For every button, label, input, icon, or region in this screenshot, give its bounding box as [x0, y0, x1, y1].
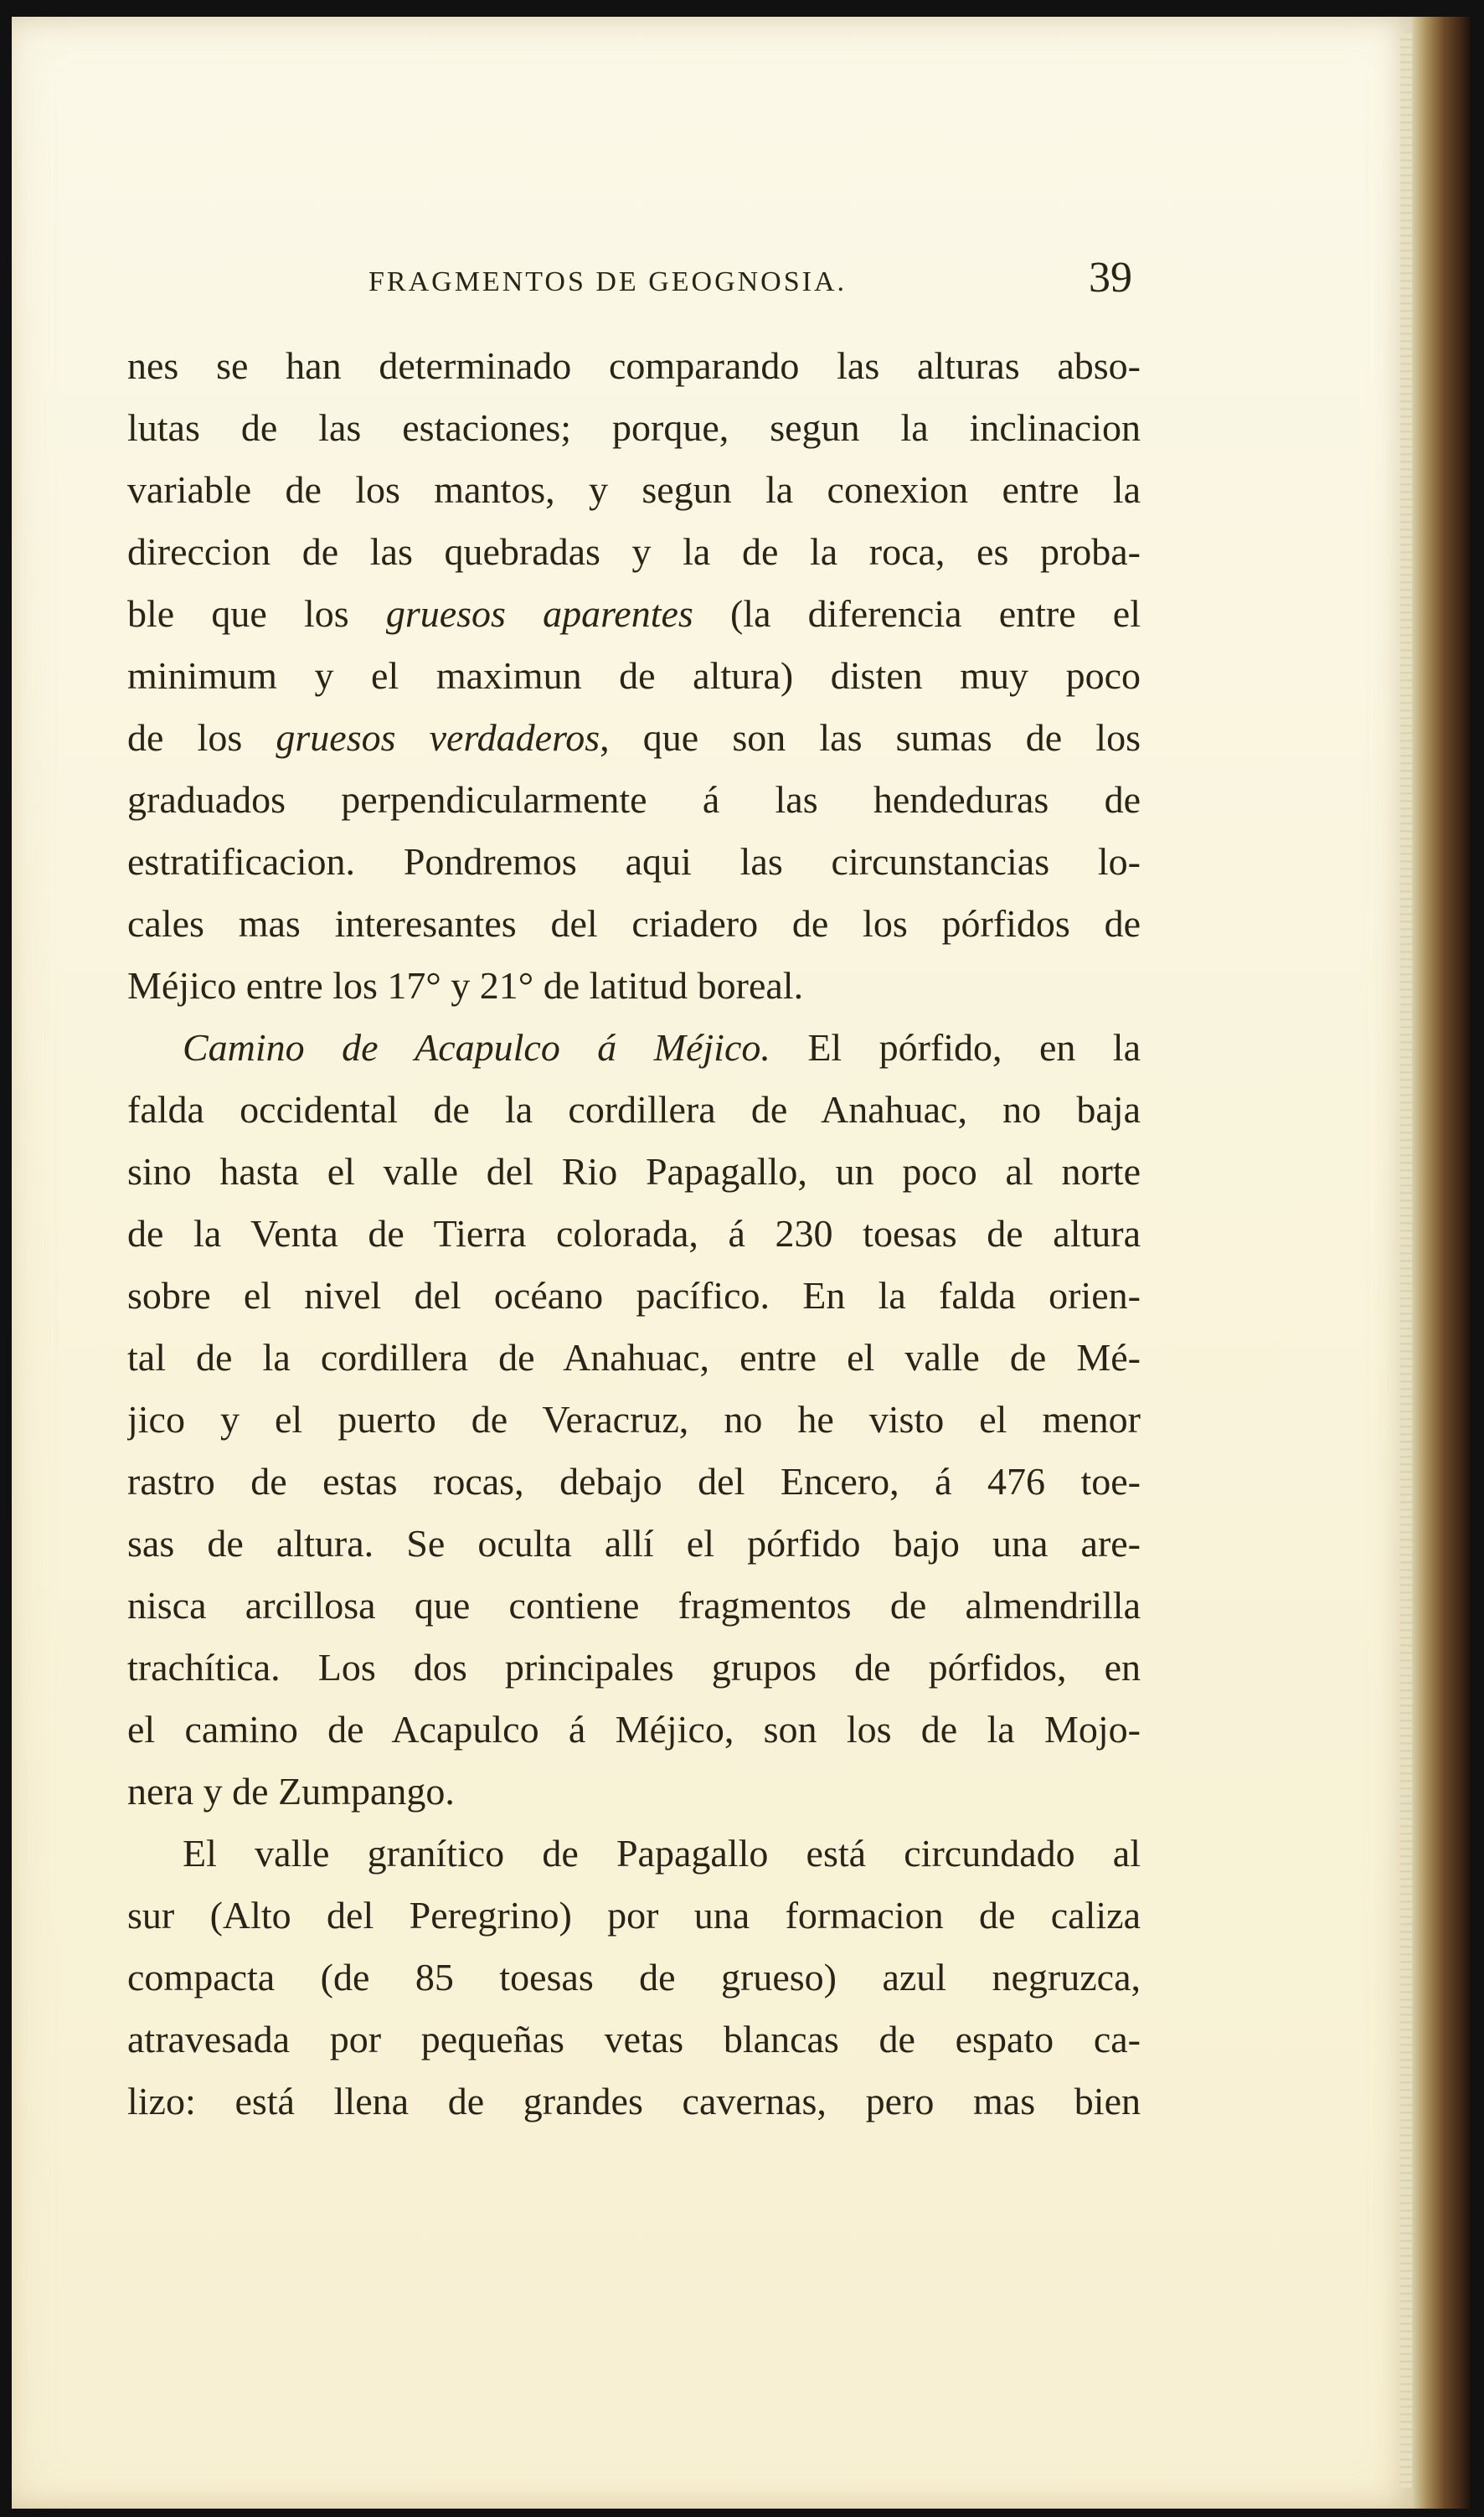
text-line: trachítica. Los dos principales grupos de pórfidos, en: [127, 1646, 1141, 1689]
text-line: el camino de Acapulco á Méjico, son los de la Mojo-: [127, 1708, 1141, 1751]
text-line: sino hasta el valle del Rio Papagallo, un poco al norte: [127, 1150, 1141, 1193]
text-line: sas de altura. Se oculta allí el pórfido bajo una are-: [127, 1522, 1141, 1565]
text-line: cales mas interesantes del criadero de los pórfidos de: [127, 902, 1141, 945]
text-line: falda occidental de la cordillera de Anahuac, no baja: [127, 1088, 1141, 1131]
text-line: de la Venta de Tierra colorada, á 230 toesas de altura: [127, 1212, 1141, 1255]
text-line: tal de la cordillera de Anahuac, entre el valle de Mé-: [127, 1336, 1141, 1379]
text-line: variable de los mantos, y segun la conexion entre la: [127, 468, 1141, 511]
text-line: atravesada por pequeñas vetas blancas de espato ca-: [127, 2018, 1141, 2061]
page-number: 39: [1089, 254, 1132, 302]
text-line: lutas de las estaciones; porque, segun la inclinacion: [127, 406, 1141, 449]
text-line: nisca arcillosa que contiene fragmentos de almendrilla: [127, 1584, 1141, 1627]
running-title: FRAGMENTOS DE GEOGNOSIA.: [368, 266, 848, 297]
text-line: estratificacion. Pondremos aqui las circunstancias lo-: [127, 840, 1141, 883]
text-line: Méjico entre los 17° y 21° de latitud boreal.: [127, 964, 804, 1007]
text-line: jico y el puerto de Veracruz, no he visto el menor: [127, 1398, 1141, 1441]
text-line: nera y de Zumpango.: [127, 1770, 455, 1813]
text-line: direccion de las quebradas y la de la roca, es proba-: [127, 530, 1141, 573]
body-text: [127, 335, 1141, 2133]
text-line: El valle granítico de Papagallo está circundado al: [183, 1832, 1141, 1875]
italic-term: gruesos verdaderos: [276, 716, 600, 759]
section-heading: Camino de Acapulco á Méjico.: [183, 1026, 770, 1069]
text-line: Camino de Acapulco á Méjico. El pórfido, en la: [183, 1026, 1141, 1069]
text-line: sur (Alto del Peregrino) por una formacion de caliza: [127, 1894, 1141, 1937]
italic-term: gruesos aparentes: [385, 592, 693, 635]
text-line: sobre el nivel del océano pacífico. En la falda orien-: [127, 1274, 1141, 1317]
text-line: rastro de estas rocas, debajo del Encero, á 476 toe-: [127, 1460, 1141, 1503]
text-line: nes se han determinado comparando las alturas abso-: [127, 344, 1141, 387]
text-line: graduados perpendicularmente á las hendeduras de: [127, 778, 1141, 821]
text-line: compacta (de 85 toesas de grueso) azul negruzca,: [127, 1956, 1141, 1999]
book-spine: [1412, 17, 1471, 2509]
text-line: minimum y el maximun de altura) disten muy poco: [127, 654, 1141, 697]
text-line: de los gruesos verdaderos, que son las sumas de los: [127, 716, 1141, 759]
text-line: ble que los gruesos aparentes (la diferencia entre el: [127, 592, 1141, 635]
text-line: lizo: está llena de grandes cavernas, pero mas bien: [127, 2080, 1141, 2122]
